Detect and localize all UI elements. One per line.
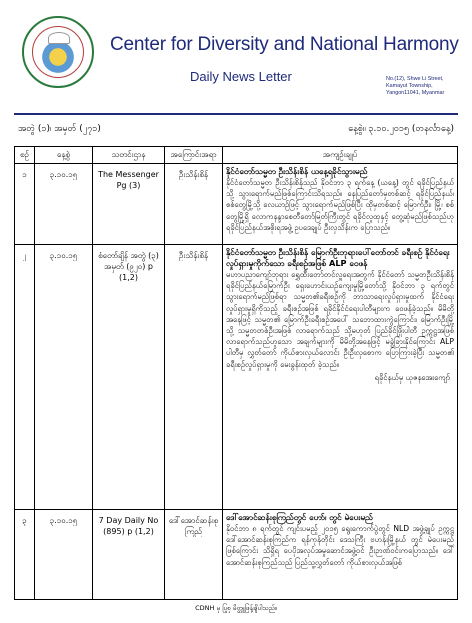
address-line: Kamayut Township,: [386, 83, 433, 89]
row-summary: [226, 247, 454, 507]
row-divider: [15, 509, 457, 510]
column-divider: [34, 147, 35, 599]
row-divider: [15, 163, 457, 164]
issue-bar: [14, 121, 458, 138]
row-summary: [226, 512, 454, 598]
row-summary: [226, 166, 454, 242]
dove-icon: [48, 32, 70, 44]
row-source: The Messenger Pg (3): [98, 170, 159, 190]
newsletter-subtitle: Daily News Letter: [190, 69, 292, 84]
issue-date: နေ့စွဲ။ ၃.၁၀.၂၀၁၅ (တနင်္လာနေ့): [348, 124, 454, 134]
header-source: သတင်းဌာန: [111, 150, 146, 159]
news-body: နိုဝင်ဘာ ၈ ရက်တွင် ကျင်းပမည့် ၂၀၁၅ ရွေးကောက်ပွဲတွင် NLD အဖွဲ့ချုပ် ဥက္ကဋ္ဌ ဒေါ်အောင်ဆန်းစုကြည်က ရန်ကုန်တိုင်း ဒေသကြီး ဗဟန်းမြို့နယ် တွင် မဲပေးမည်ဖြစ်ကြောင်း သိရှိရ ပေပိုအလုပ်အမှုဆောင်အဖွဲ့ဝင် ဦးဉာဏ်ဝင်းကပြောသည်။ ဒေါ်အောင်ဆန်းစုကြည်သည် ပြည်သူ့လွှတ်တော် ကိုယ်စားလှယ်အဖြစ်: [226, 524, 454, 567]
header-no: စဉ်: [20, 150, 29, 159]
row-topic: ဒေါ်အောင်ဆန်းစုကြည်: [168, 516, 219, 536]
header-topic: အကြောင်းအရာ: [170, 150, 217, 159]
row-date: ၃.၁၀.၁၅: [49, 170, 78, 179]
reporter-signature: ရခိုင်နယ်မှ ယုဇနအေးကျော်: [374, 372, 450, 382]
row-source: စံတော်ချိန် အတွဲ (၃) အမှတ် (၉၂၀) p (1,2): [98, 251, 159, 282]
header-summary: အကျဉ်းချုပ်: [322, 150, 358, 159]
news-body: နိုင်ငံတော်သမ္မတ ဦးသိန်းစိန်သည် နိုဝင်ဘာ ၃ ရက်နေ့ (ယနေ့) တွင် ရခိုင်ပြည်နယ်သို့ သွားရောက်မည်ဖြစ်ကြောင်းသိရသည်။ နေပြည်တော်မှတစ်ဆင့် ရခိုင်ပြည်နယ်၊ စစ်တွေမြို့သို့ လေယာဉ်ဖြင့် သွားရောက်မည်ဖြစ်ပြီး ထိုမှတစ်ဆင့် မြောက်ဦး၊ မြို့၊ စစ်တွေမြို့ရှိ လောကနန္ဒာစေတီတော်မြတ်ကြီးတွင် ရခိုင်လူထုနှင့် တွေ့ဆုံမည်ဖြစ်သည်ဟု ရခိုင်ပြည်နယ်အစိုးရအဖွဲ့ ဥပဒေချုပ် ဦးလှသိန်းက ပြောသည်။: [226, 178, 454, 232]
organization-address: [386, 76, 472, 97]
newsletter-header: [14, 6, 458, 110]
page-footer: CDNH မှ ပြုစု မိတ္တူဖြန့်ချိပါသည်။: [195, 604, 277, 612]
address-line: Yangon11041, Myanmar: [386, 90, 445, 96]
row-date: ၃.၁၀.၁၅: [49, 251, 78, 260]
row-topic: ဦးသိန်းစိန်: [178, 170, 208, 179]
organization-title: Center for Diversity and National Harmony: [110, 34, 459, 55]
header-date: နေ့စွဲ: [57, 150, 70, 159]
row-source: 7 Day Daily No (895) p (1,2): [98, 516, 159, 536]
column-divider: [92, 147, 93, 599]
news-headline: ဒေါ်အောင်ဆန်းစုကြည်တွင် ဟော်၊ တွင် မဲပေးမည်: [226, 512, 373, 522]
column-divider: [222, 147, 223, 599]
news-headline: နိုင်ငံတော်သမ္မတ ဦးသိန်းစိန် မြောက်ဦးဘုရားပေါ်တော်တင် ခရီးစဉ် နိုင်ငံရေးလှုပ်ရှားမှုကိုက်သော ခရီးစဉ်အဖြစ် ALP ဝေဖန်: [226, 247, 450, 268]
row-number: ၂: [22, 251, 27, 260]
header-divider: [14, 113, 458, 115]
news-body: မဟာပညာကျော်ဘုရား ရွှေထီးတော်တင်လှူရေးအတွက် နိုင်ငံတော် သမ္မတဦးသိန်းစိန် ရခိုင်ပြည်နယ်မြောက်ဦး ရှေးဟောင်းယဉ်ကျေးမှုမြို့တော်သို့ နိုဝင်ဘာ ၃ ရက်တွင် သွားရောက်မည်ဖြစ်ရာ သမ္မတ၏ခရီးစဉ်ကို ဘာသာရေးလှုပ်ရှားမှုထက် နိုင်ငံရေး လှုပ်ရှားမှုရှိကိုသည့် ခရီးစဉ်အဖြစ် ရခိုင်နိုင်ငံရေးပါတီများက ဝေဖန်ခဲ့သည်။ မိမိတို့အနေဖြင့် သမ္မတ၏ မြောက်ဦးခရီးစဉ်အပေါ် သဘောထားကွဲကြောင်း၊ မြောက်ဦးမြို့သို့ သမ္မတတစ်ဦးအဖြစ် လာရောက်သည် သို့မဟုတ် ပြည်ခိုင်ဖြိုးပါတီ ဥက္ကဋ္ဌအဖြစ် လာရောက်သည်ဟူသော အချက်များကို မိမိတို့အနေဖြင့် မခွဲခြားနိုင်ကြောင်း ALP ပါတီမှ လွှတ်တော် ကိုယ်စားလှယ်လောင်း ဦးဦးလှစောက ပြောကြားခဲ့ပြီး သမ္မတ၏ ခရီးစဉ်လှုပ်ရှားမှုကို မေးခွန်းထုတ် ခဲ့သည်။: [226, 270, 454, 369]
volume-issue: အတွဲ (၁)၊ အမှတ် (၂၇၁): [18, 124, 101, 134]
news-headline: နိုင်ငံတော်သမ္မတ ဦးသိန်းစိန် ယနေ့ရခိုင်သွားမည်: [226, 166, 368, 176]
row-number: ၃: [22, 516, 27, 525]
row-topic: ဦးသိန်းစိန်: [178, 251, 208, 260]
news-table: [14, 146, 458, 600]
row-number: ၁: [22, 170, 27, 179]
row-divider: [15, 244, 457, 245]
row-date: ၃.၁၀.၁၅: [49, 516, 78, 525]
address-line: No.(12), Shwe Li Street,: [386, 76, 444, 82]
organization-logo: [22, 16, 94, 88]
